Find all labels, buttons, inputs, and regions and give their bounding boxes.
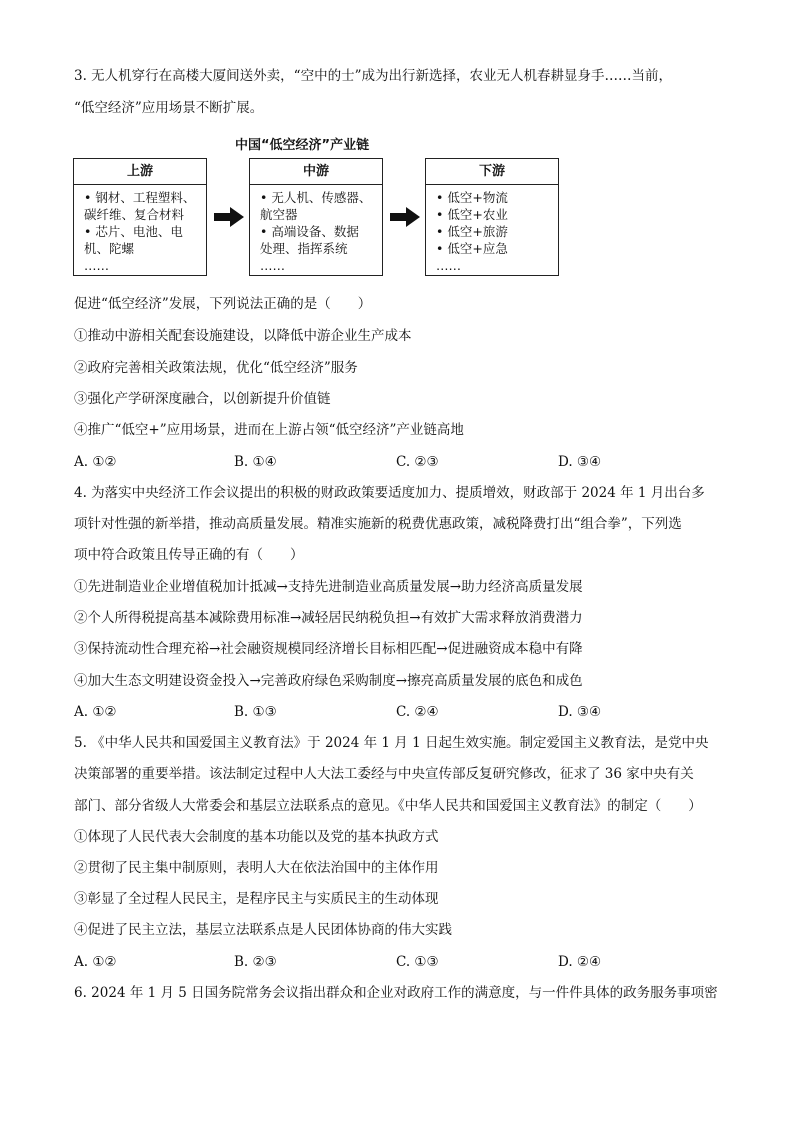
q3-item-1: ①推动中游相关配套设施建设，以降低中游企业生产成本: [74, 328, 412, 344]
q3-item-2: ②政府完善相关政策法规，优化“低空经济”服务: [74, 360, 358, 376]
right-arrow-icon: [214, 207, 244, 227]
downstream-line: ……: [436, 258, 461, 273]
q5-item-1: ①体现了人民代表大会制度的基本功能以及党的基本执政方式: [74, 829, 439, 845]
q5-item-4: ④促进了民主立法，基层立法联系点是人民团体协商的伟大实践: [74, 922, 452, 938]
q4-option-c[interactable]: C. ②④: [396, 704, 439, 720]
q3-item-3: ③强化产学研深度融合，以创新提升价值链: [74, 391, 331, 407]
right-arrow-icon: [390, 207, 420, 227]
downstream-line: • 低空+物流: [436, 190, 508, 205]
q3-stem-line-2: “低空经济”应用场景不断扩展。: [74, 100, 264, 116]
midstream-line: ……: [260, 258, 285, 273]
q5-item-2: ②贯彻了民主集中制原则，表明人大在依法治国中的主体作用: [74, 860, 439, 876]
upstream-line: 机、陀螺: [84, 241, 135, 256]
upstream-line: • 芯片、电池、电: [84, 224, 183, 239]
q4-option-a[interactable]: A. ①②: [74, 704, 117, 720]
upstream-line: ……: [84, 258, 109, 273]
q4-option-b[interactable]: B. ①③: [234, 704, 277, 720]
q5-stem-line-1: 5. 《中华人民共和国爱国主义教育法》于 2024 年 1 月 1 日起生效实施。制定爱国主义教育法，是党中央: [74, 735, 709, 751]
q5-option-a[interactable]: A. ①②: [74, 954, 117, 970]
q5-option-c[interactable]: C. ①③: [396, 954, 439, 970]
midstream-box: [249, 158, 383, 276]
upstream-heading: 上游: [74, 159, 206, 185]
upstream-line: 碳纤维、复合材料: [84, 207, 185, 222]
midstream-line: • 高端设备、数据: [260, 224, 359, 239]
q4-item-3: ③保持流动性合理充裕→社会融资规模同经济增长目标相匹配→促进融资成本稳中有降: [74, 641, 583, 657]
q3-option-b[interactable]: B. ①④: [234, 454, 277, 470]
q3-item-4: ④推广“低空+”应用场景，进而在上游占领“低空经济”产业链高地: [74, 422, 464, 438]
q4-stem-line-1: 4. 为落实中央经济工作会议提出的积极的财政政策要适度加力、提质增效，财政部于 2024 年 1 月出台多: [74, 485, 705, 501]
industry-chain-title: 中国“低空经济”产业链: [235, 138, 370, 153]
q3-option-d[interactable]: D. ③④: [558, 454, 602, 470]
upstream-box: [73, 158, 207, 276]
q5-option-d[interactable]: D. ②④: [558, 954, 602, 970]
q4-item-4: ④加大生态文明建设资金投入→完善政府绿色采购制度→擦亮高质量发展的底色和成色: [74, 673, 583, 689]
downstream-line: • 低空+农业: [436, 207, 508, 222]
q4-stem-line-2: 项针对性强的新举措，推动高质量发展。精准实施新的税费优惠政策，减税降费打出“组合拳”，下列选: [74, 516, 682, 532]
q5-option-b[interactable]: B. ②③: [234, 954, 277, 970]
q5-stem-line-3: 部门、部分省级人大常委会和基层立法联系点的意见。《中华人民共和国爱国主义教育法》的制定（ ）: [74, 798, 702, 814]
q4-option-d[interactable]: D. ③④: [558, 704, 602, 720]
q4-item-1: ①先进制造业企业增值税加计抵减→支持先进制造业高质量发展→助力经济高质量发展: [74, 579, 583, 595]
q3-option-c[interactable]: C. ②③: [396, 454, 439, 470]
q3-stem-line-1: 3. 无人机穿行在高楼大厦间送外卖，“空中的士”成为出行新选择，农业无人机春耕显身手……当前，: [74, 68, 672, 84]
downstream-line: • 低空+应急: [436, 241, 508, 256]
downstream-box: [425, 158, 559, 276]
q6-stem-line-1: 6. 2024 年 1 月 5 日国务院常务会议指出群众和企业对政府工作的满意度，与一件件具体的政务服务事项密: [74, 985, 718, 1001]
midstream-line: • 无人机、传感器、: [260, 190, 372, 205]
q3-question: 促进“低空经济”发展，下列说法正确的是（ ）: [74, 296, 372, 312]
downstream-line: • 低空+旅游: [436, 224, 508, 239]
midstream-heading: 中游: [250, 159, 382, 185]
downstream-heading: 下游: [426, 159, 558, 185]
q5-item-3: ③彰显了全过程人民民主，是程序民主与实质民主的生动体现: [74, 891, 439, 907]
q5-stem-line-2: 决策部署的重要举措。该法制定过程中人大法工委经与中央宣传部反复研究修改，征求了 36 家中央有关: [74, 766, 694, 782]
midstream-line: 处理、指挥系统: [260, 241, 348, 256]
q3-option-a[interactable]: A. ①②: [74, 454, 117, 470]
q4-stem-line-3: 项中符合政策且传导正确的有（ ）: [74, 547, 304, 563]
upstream-line: • 钢材、工程塑料、: [84, 190, 196, 205]
q4-item-2: ②个人所得税提高基本减除费用标准→减轻居民纳税负担→有效扩大需求释放消费潜力: [74, 610, 583, 626]
midstream-line: 航空器: [260, 207, 298, 222]
